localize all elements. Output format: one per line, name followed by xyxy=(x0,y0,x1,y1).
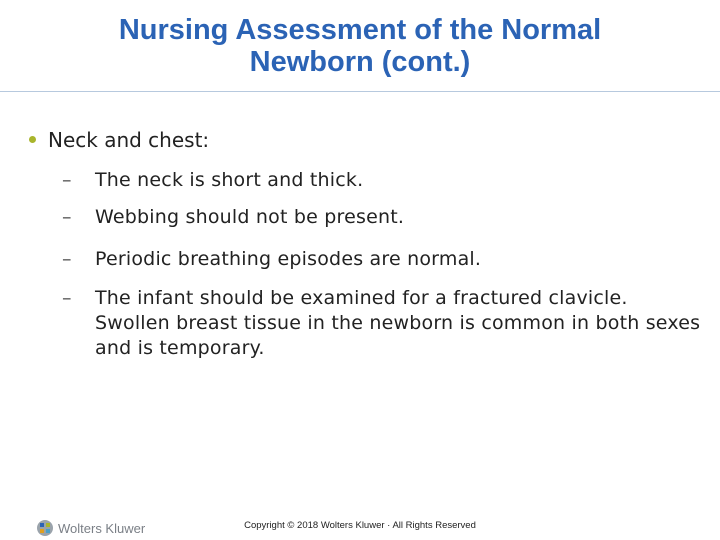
sub-item-webbing: Webbing should not be present. xyxy=(95,206,405,228)
slide-title-line-2: Newborn (cont.) xyxy=(249,46,471,78)
sub-item-clavicle: The infant should be examined for a fractured clavicle. Swollen breast tissue in the newborn is common in both sexes and is temporary. xyxy=(95,287,701,359)
dash-icon: – xyxy=(62,248,72,270)
slide-title xyxy=(0,14,720,78)
slide-title-line-1: Nursing Assessment of the Normal xyxy=(118,14,602,46)
dash-icon: – xyxy=(62,169,72,191)
copyright-text: Copyright © 2018 Wolters Kluwer · All Rights Reserved xyxy=(244,520,476,531)
bullet-neck-and-chest: Neck and chest: xyxy=(48,128,210,152)
title-divider xyxy=(0,91,720,92)
logo-text: Wolters Kluwer xyxy=(58,520,146,536)
sub-item-breathing: Periodic breathing episodes are normal. xyxy=(95,248,482,270)
bullet-dot-icon xyxy=(29,136,36,143)
dash-icon: – xyxy=(62,206,72,228)
sub-item-neck: The neck is short and thick. xyxy=(95,169,364,191)
dash-icon: – xyxy=(62,287,72,309)
